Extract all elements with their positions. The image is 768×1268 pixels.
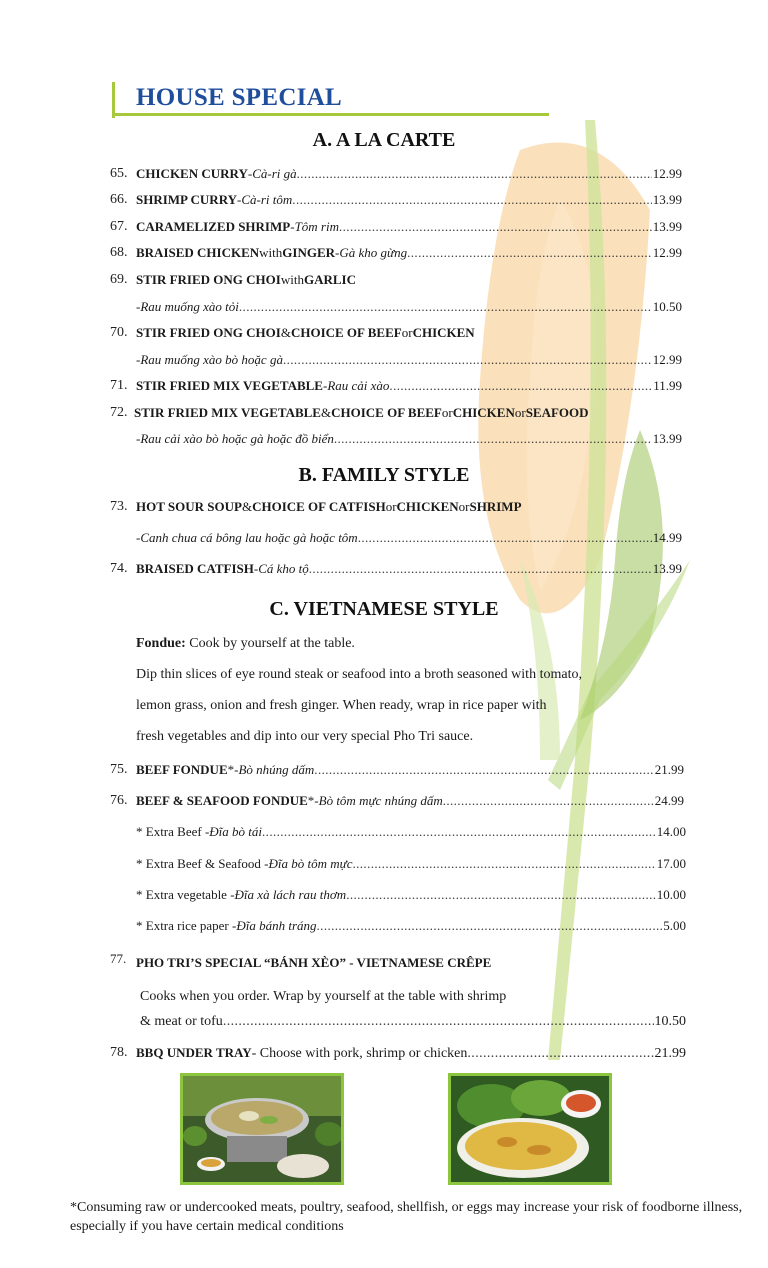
section-a-title: A. A LA CARTE	[312, 129, 456, 151]
item-number: 75.	[110, 762, 128, 777]
item-price: 12.99	[652, 245, 682, 260]
food-safety-disclaimer: *Consuming raw or undercooked meats, poultry, seafood, shellfish, or eggs may increase your risk of foodborne illness, especially if you have certain medical conditions	[70, 1200, 743, 1234]
menu-item-72: STIR FRIED MIX VEGETABLE & CHOICE OF BEEF or CHICKEN or SEAFOOD	[134, 405, 589, 420]
item-price: 5.00	[663, 918, 686, 933]
item-77-description-line2: & meat or tofu ..... 10.50	[140, 1014, 686, 1030]
menu-item-73-viet: -Canh chua cá bông lau hoặc gà hoặc tôm ..... 14.99	[136, 530, 682, 546]
item-number: 65.	[110, 166, 128, 181]
item-price: 13.99	[652, 561, 682, 576]
banh-xeo-photo	[448, 1073, 612, 1185]
menu-item-67: CARAMELIZED SHRIMP - Tôm rim ..... 13.99	[136, 219, 682, 235]
fondue-intro: Fondue: Cook by yourself at the table.	[136, 636, 355, 651]
menu-item-70: STIR FRIED ONG CHOI & CHOICE OF BEEF or CHICKEN	[136, 325, 475, 340]
item-price: 13.99	[652, 192, 682, 207]
page-title: HOUSE SPECIAL	[136, 84, 343, 111]
extra-item: * Extra Beef & Seafood - Đĩa bò tôm mực ..... 17.00	[136, 856, 686, 872]
section-b-title: B. FAMILY STYLE	[298, 464, 470, 486]
item-number: 77.	[110, 951, 127, 966]
extra-item: * Extra vegetable - Đĩa xà lách rau thơm ..... 10.00	[136, 887, 686, 903]
menu-item-71: STIR FRIED MIX VEGETABLE - Rau cải xào ..... 11.99	[136, 378, 682, 394]
menu-item-75: BEEF FONDUE * - Bò nhúng dấm ..... 21.99	[136, 762, 684, 778]
item-price: 13.99	[652, 219, 682, 234]
item-number: 78.	[110, 1045, 128, 1060]
menu-item-69: STIR FRIED ONG CHOI with GARLIC	[136, 272, 356, 287]
item-number: 76.	[110, 793, 128, 808]
item-number: 71.	[110, 378, 128, 393]
menu-item-78: BBQ UNDER TRAY - Choose with pork, shrimp or chicken ..... 21.99	[136, 1045, 686, 1062]
item-price: 12.99	[652, 166, 682, 181]
item-number: 68.	[110, 245, 128, 260]
item-price: 14.00	[656, 824, 686, 839]
fondue-description-line: Dip thin slices of eye round steak or seafood into a broth seasoned with tomato,	[136, 667, 582, 682]
item-price: 21.99	[654, 762, 684, 777]
item-number: 73.	[110, 499, 128, 514]
item-price: 14.99	[652, 530, 682, 545]
menu-item-66: SHRIMP CURRY - Cà-ri tôm ..... 13.99	[136, 192, 682, 208]
item-price: 10.50	[654, 1014, 686, 1029]
hot-pot-image	[183, 1076, 341, 1182]
extra-item: * Extra rice paper - Đĩa bánh tráng ..... 5.00	[136, 918, 686, 934]
item-number: 66.	[110, 192, 128, 207]
menu-item-77: PHO TRI’S SPECIAL “BÁNH XÈO” - VIETNAMESE CRÊPE	[136, 955, 492, 970]
crepe-image	[451, 1076, 609, 1182]
fondue-description-line: fresh vegetables and dip into our very special Pho Tri sauce.	[136, 729, 474, 744]
item-price: 21.99	[654, 1046, 686, 1061]
item-price: 13.99	[652, 431, 682, 446]
extra-item: * Extra Beef - Đĩa bò tái ..... 14.00	[136, 824, 686, 840]
section-c-title: C. VIETNAMESE STYLE	[269, 598, 499, 620]
item-price: 10.00	[656, 887, 686, 902]
menu-item-70-viet: -Rau muống xào bò hoặc gà ..... 12.99	[136, 352, 682, 368]
item-number: 74.	[110, 561, 128, 576]
item-price: 10.50	[652, 299, 682, 314]
menu-item-76: BEEF & SEAFOOD FONDUE * - Bò tôm mực nhúng dấm ..... 24.99	[136, 793, 684, 809]
item-price: 17.00	[656, 856, 686, 871]
item-number: 72.	[110, 405, 128, 420]
menu-item-74: BRAISED CATFISH - Cá kho tộ ..... 13.99	[136, 561, 682, 577]
item-price: 11.99	[653, 378, 682, 393]
fondue-description-line: lemon grass, onion and fresh ginger. When ready, wrap in rice paper with	[136, 698, 547, 713]
header-accent-horizontal	[112, 113, 549, 116]
menu-item-69-viet: -Rau muống xào tỏi ..... 10.50	[136, 299, 682, 315]
item-price: 24.99	[654, 793, 684, 808]
menu-item-65: CHICKEN CURRY - Cà-ri gà ..... 12.99	[136, 166, 682, 182]
item-number: 70.	[110, 325, 128, 340]
item-number: 67.	[110, 219, 128, 234]
item-number: 69.	[110, 272, 128, 287]
fondue-photo	[180, 1073, 344, 1185]
menu-item-73: HOT SOUR SOUP & CHOICE OF CATFISH or CHICKEN or SHRIMP	[136, 499, 522, 514]
item-77-description: Cooks when you order. Wrap by yourself at the table with shrimp	[140, 989, 507, 1004]
menu-item-72-viet: -Rau cải xào bò hoặc gà hoặc đồ biển ..... 13.99	[136, 431, 682, 447]
item-price: 12.99	[652, 352, 682, 367]
menu-item-68: BRAISED CHICKEN with GINGER - Gà kho gừng ..... 12.99	[136, 245, 682, 261]
